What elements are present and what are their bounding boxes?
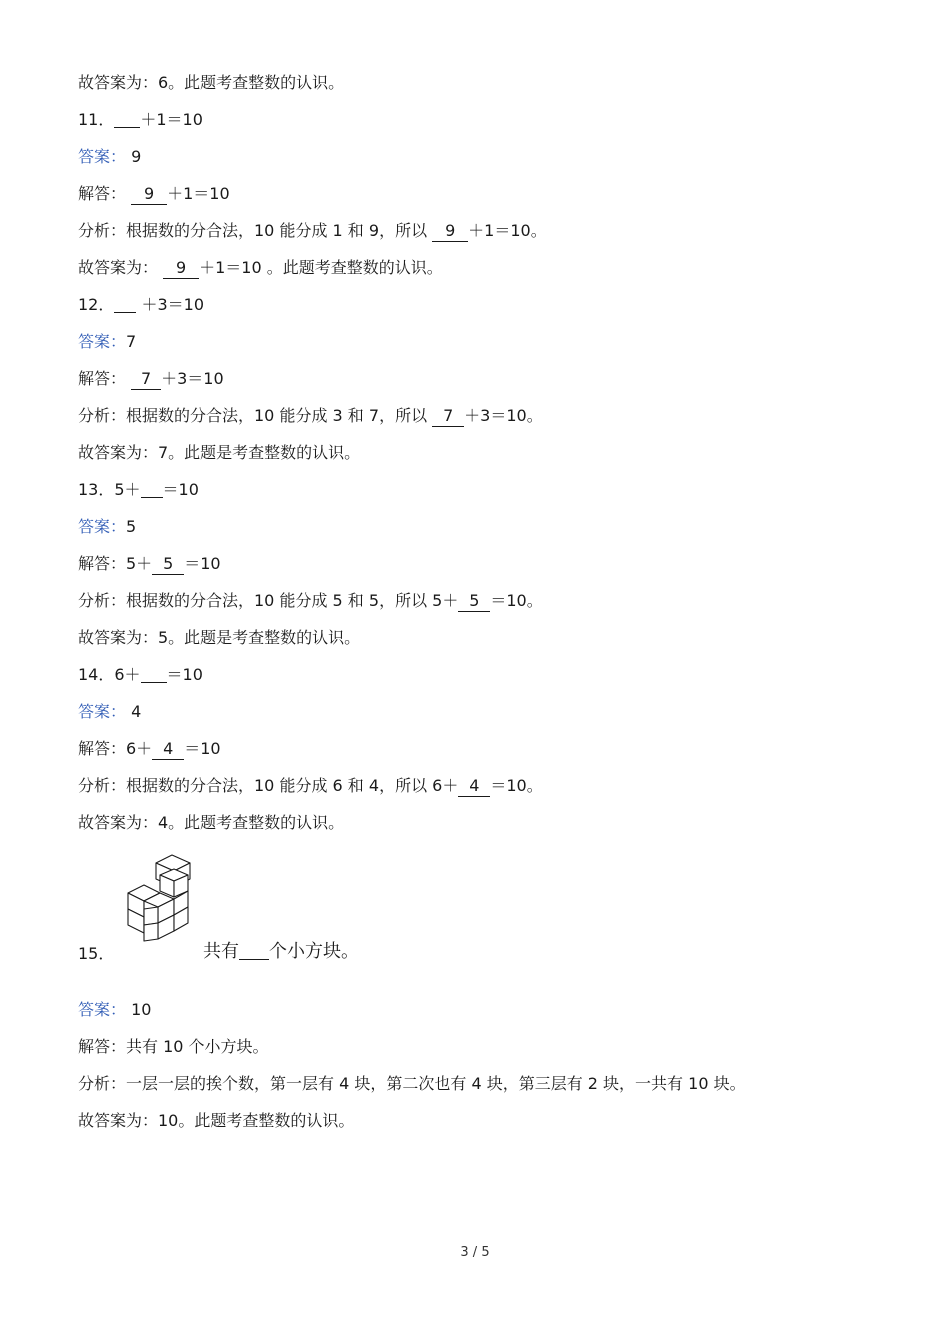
line-text: 故答案为：4。此题考查整数的认识。 [78, 813, 345, 832]
answer-block-15 [78, 997, 878, 1145]
line-text: 分析：一层一层的挨个数，第一层有 4 块，第二次也有 4 块，第三层有 2 块，一共有 10 块。 [78, 1074, 746, 1093]
line-text: ＝10 [166, 665, 203, 684]
line-text: ＋3＝10 [136, 295, 205, 314]
text-line [78, 255, 878, 292]
text-line [78, 477, 878, 514]
line-text: 故答案为：7。此题是考查整数的认识。 [78, 443, 361, 462]
line-text: ＋1＝10 。此题考查整数的认识。 [199, 258, 443, 277]
text-line [78, 1108, 878, 1145]
text-line [78, 70, 878, 107]
text-line [78, 1071, 878, 1108]
question-15 [78, 847, 878, 997]
cube-stack-figure [126, 853, 194, 945]
line-text: 4 [126, 702, 142, 721]
text-line [78, 144, 878, 181]
line-text: 故答案为：6。此题考查整数的认识。 [78, 73, 345, 92]
text-line [78, 551, 878, 588]
text-line [78, 403, 878, 440]
line-text: 12． [78, 295, 115, 314]
line-text: ＋1＝10 [140, 110, 203, 129]
answer-block-11-14 [78, 70, 878, 847]
text-line [78, 218, 878, 255]
text-line [78, 588, 878, 625]
text-line [78, 107, 878, 144]
line-text: 解答：5＋ [78, 554, 153, 573]
text-line [78, 366, 878, 403]
text-line [78, 662, 878, 699]
line-text: 14．6＋ [78, 665, 141, 684]
line-text: 分析：根据数的分合法，10 能分成 5 和 5，所以 5＋ [78, 591, 459, 610]
text-line [78, 997, 878, 1034]
line-text: ＝10 [162, 480, 199, 499]
line-text: 11． [78, 110, 115, 129]
filled-answer: 5 [458, 591, 490, 612]
page-number: 3 / 5 [460, 1245, 490, 1260]
answer-blank [114, 109, 140, 128]
line-text: 分析：根据数的分合法，10 能分成 3 和 7，所以 [78, 406, 433, 425]
line-text: ＝10。 [490, 776, 543, 795]
line-text: 故答案为：5。此题是考查整数的认识。 [78, 628, 361, 647]
line-text: 分析：根据数的分合法，10 能分成 1 和 9，所以 [78, 221, 433, 240]
filled-answer: 7 [131, 369, 161, 390]
answer-label: 答案： [78, 517, 127, 536]
answer-label: 答案： [78, 702, 127, 721]
line-text: ＝10。 [490, 591, 543, 610]
line-text: 7 [126, 332, 137, 351]
line-text: 5 [126, 517, 137, 536]
line-text: 解答： [78, 369, 132, 388]
text-line [78, 329, 878, 366]
answer-label: 答案： [78, 1000, 127, 1019]
answer-label: 答案： [78, 332, 127, 351]
line-text: ＋3＝10。 [464, 406, 543, 425]
line-text: ＋1＝10。 [468, 221, 547, 240]
question-number: 15． [78, 944, 115, 963]
filled-answer: 4 [152, 739, 184, 760]
line-text: 故答案为：10。此题考查整数的认识。 [78, 1111, 355, 1130]
line-text: ＋3＝10 [161, 369, 224, 388]
answer-blank [141, 479, 163, 498]
answer-blank [114, 294, 136, 313]
line-text: 解答：共有 10 个小方块。 [78, 1037, 269, 1056]
question-15-text: 共有 个小方块。 [203, 941, 359, 962]
text-line [78, 773, 878, 810]
text-line [78, 181, 878, 218]
text-line [78, 625, 878, 662]
line-text: 故答案为： [78, 258, 164, 277]
line-text: ＝10 [184, 554, 221, 573]
text-line [78, 514, 878, 551]
line-text: 10 [126, 1000, 152, 1019]
text-line [78, 736, 878, 773]
line-text: ＝10 [184, 739, 221, 758]
line-text: 13．5＋ [78, 480, 141, 499]
text-line [78, 699, 878, 736]
answer-blank [239, 941, 269, 960]
filled-answer: 5 [152, 554, 184, 575]
line-text: 解答： [78, 184, 132, 203]
answer-label: 答案： [78, 147, 127, 166]
filled-answer: 9 [131, 184, 167, 205]
text-line [78, 1034, 878, 1071]
line-text: ＋1＝10 [167, 184, 230, 203]
filled-answer: 9 [163, 258, 199, 279]
answer-blank [141, 664, 167, 683]
document-body [78, 70, 878, 1145]
text-line [78, 292, 878, 329]
text-line [78, 440, 878, 477]
filled-answer: 4 [458, 776, 490, 797]
line-text: 9 [126, 147, 142, 166]
line-text: 解答：6＋ [78, 739, 153, 758]
filled-answer: 7 [432, 406, 464, 427]
line-text: 分析：根据数的分合法，10 能分成 6 和 4，所以 6＋ [78, 776, 459, 795]
filled-answer: 9 [432, 221, 468, 242]
text-line [78, 810, 878, 847]
